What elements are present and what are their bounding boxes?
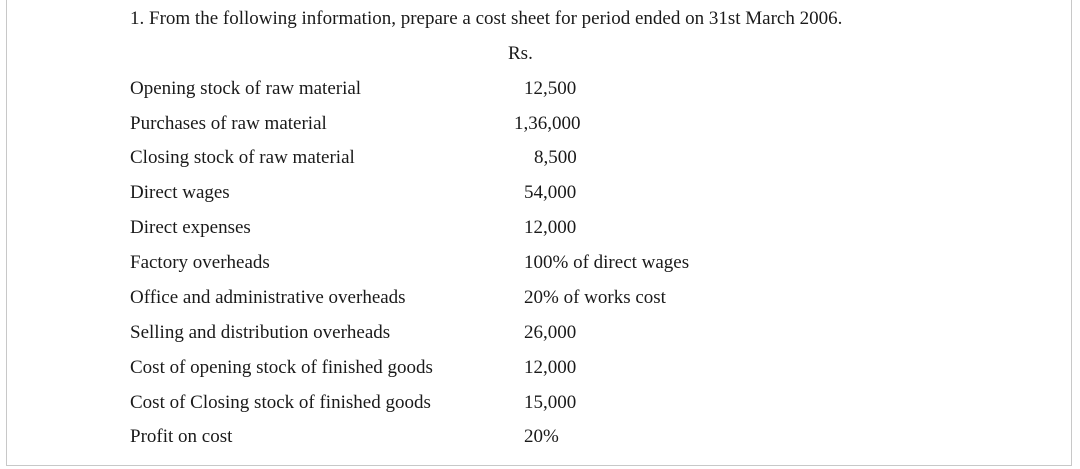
- currency-header: Rs.: [508, 43, 533, 64]
- item-value: 12,000: [524, 217, 577, 238]
- item-label: Cost of opening stock of finished goods: [130, 357, 433, 378]
- item-value: 1,36,000: [514, 113, 581, 134]
- item-label: Factory overheads: [130, 252, 270, 273]
- item-value: 100% of direct wages: [524, 252, 690, 273]
- item-label: Opening stock of raw material: [130, 78, 362, 99]
- item-label: Direct expenses: [130, 217, 251, 238]
- item-value: 20% of works cost: [524, 287, 666, 308]
- item-value: 12,000: [524, 357, 577, 378]
- item-value: 20%: [524, 426, 559, 447]
- item-label: Closing stock of raw material: [130, 147, 355, 168]
- item-value: 8,500: [534, 147, 577, 168]
- item-label: Cost of Closing stock of finished goods: [130, 392, 431, 413]
- item-label: Direct wages: [130, 182, 230, 203]
- item-label: Purchases of raw material: [130, 113, 327, 134]
- item-label: Selling and distribution overheads: [130, 322, 391, 343]
- question-text: 1. From the following information, prepare a cost sheet for period ended on 31st March 2006.: [130, 8, 843, 29]
- item-label: Office and administrative overheads: [130, 287, 406, 308]
- item-value: 26,000: [524, 322, 577, 343]
- item-value: 15,000: [524, 392, 577, 413]
- item-value: 12,500: [524, 78, 577, 99]
- item-label: Profit on cost: [130, 426, 233, 447]
- item-value: 54,000: [524, 182, 577, 203]
